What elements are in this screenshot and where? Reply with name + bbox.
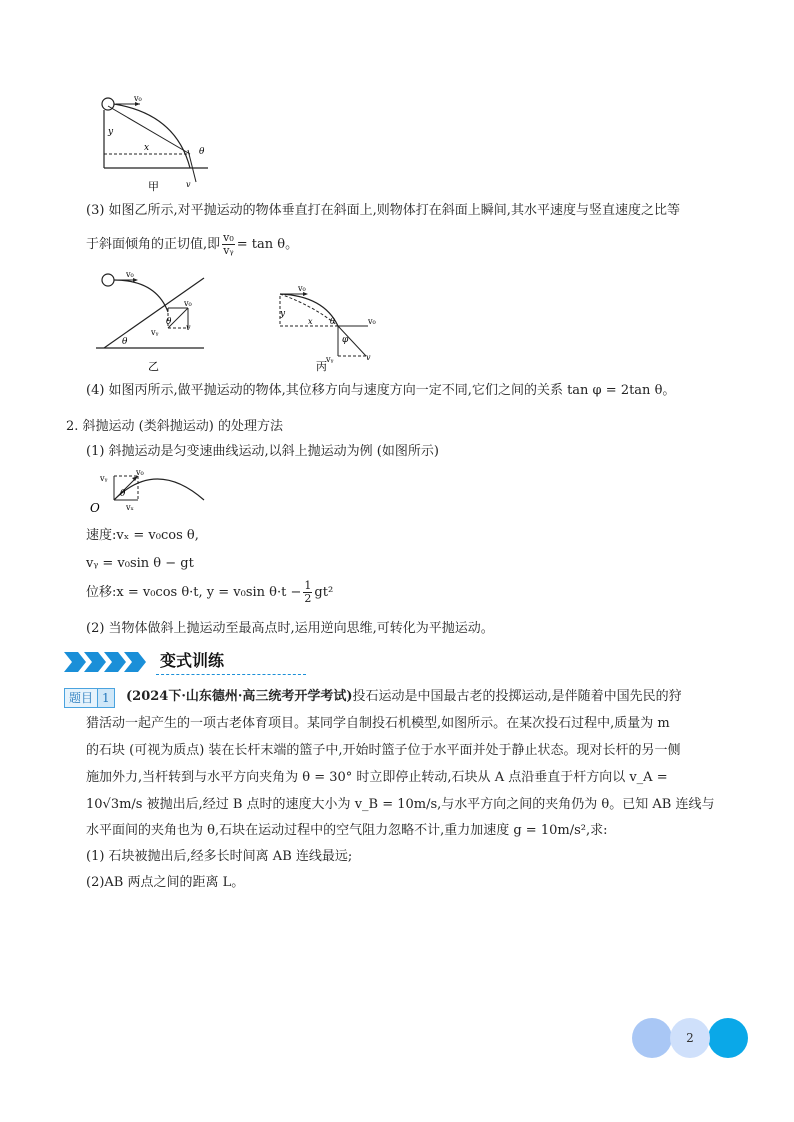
fig-yi-label: 乙 bbox=[148, 360, 159, 373]
page-number-circle bbox=[670, 1018, 710, 1058]
fig-oblique-vx: vₓ bbox=[126, 503, 134, 512]
fig-yi-v: v bbox=[186, 323, 191, 332]
fig-bing-label: 丙 bbox=[316, 360, 327, 373]
fig-jia-label: 甲 bbox=[148, 180, 159, 192]
section-2-heading: 2. 斜抛运动 (类斜抛运动) 的处理方法 bbox=[66, 419, 283, 434]
fig-yi-theta2: θ bbox=[166, 317, 172, 327]
question-line-5: 10√3m/s 被抛出后,经过 B 点时的速度大小为 v_B = 10m/s,与水平方向之间的夹角仍为 θ。已知 AB 连线与 bbox=[86, 797, 715, 812]
fig-yi-vy: vᵧ bbox=[151, 328, 159, 337]
fig-bing-x: x bbox=[308, 317, 313, 326]
question-line-3: 的石块 (可视为质点) 装在长杆末端的篮子中,开始时篮子位于水平面并处于静止状态。现对长杆的另一侧 bbox=[86, 743, 681, 758]
fig-bing-y: y bbox=[280, 309, 286, 319]
speed-formula-2: vᵧ = v₀sin θ − gt bbox=[86, 556, 194, 571]
fig-yi-v0b: v₀ bbox=[184, 299, 192, 308]
page-number-decor-right bbox=[708, 1018, 748, 1058]
question-line-4: 施加外力,当杆转到与水平方向夹角为 θ = 30° 时立即停止转动,石块从 A 点沿垂直于杆方向以 v_A = bbox=[86, 770, 668, 785]
question-badge-label: 题目 bbox=[69, 691, 94, 705]
para-3-line1: (3) 如图乙所示,对平抛运动的物体垂直打在斜面上,则物体打在斜面上瞬间,其水平速度与竖直速度之比等 bbox=[86, 203, 680, 218]
figure-jia bbox=[96, 94, 216, 192]
fig-bing-phi: φ bbox=[342, 335, 349, 345]
figure-oblique bbox=[86, 466, 210, 516]
half-numerator: 1 bbox=[304, 579, 312, 592]
question-text-1: 投石运动是中国最古老的投掷运动,是伴随着中国先民的狩 bbox=[352, 689, 682, 704]
fraction-numerator: v₀ bbox=[223, 231, 234, 244]
fig-bing-v0: v₀ bbox=[298, 284, 306, 293]
para-3-equation: = tan θ。 bbox=[236, 237, 299, 252]
question-line-2: 猎活动一起产生的一项古老体育项目。某同学自制投石机模型,如图所示。在某次投石过程中,质量为 m bbox=[86, 716, 670, 731]
banner-title: 变式训练 bbox=[160, 651, 225, 670]
fraction-denominator: vᵧ bbox=[223, 244, 234, 257]
fig-yi-v0: v₀ bbox=[126, 270, 134, 279]
displacement-gt2: gt² bbox=[314, 585, 334, 600]
question-line-6: 水平面间的夹角也为 θ,石块在运动过程中的空气阻力忽略不计,重力加速度 g = 10m/s²,求: bbox=[86, 823, 608, 838]
fig-bing-theta: θ bbox=[330, 317, 335, 326]
half-denominator: 2 bbox=[304, 592, 312, 605]
banner bbox=[64, 650, 264, 674]
figure-yi bbox=[96, 270, 206, 374]
para-4: (4) 如图丙所示,做平抛运动的物体,其位移方向与速度方向一定不同,它们之间的关系 tan φ = 2tan θ。 bbox=[86, 383, 676, 398]
chevron-arrows-icon bbox=[64, 652, 156, 672]
fig-jia-v: v bbox=[186, 180, 191, 189]
para-3-line2 bbox=[86, 232, 298, 258]
fig-oblique-v0: v₀ bbox=[136, 468, 144, 477]
fig-jia-x: x bbox=[144, 143, 150, 153]
fraction bbox=[222, 232, 235, 257]
question-badge bbox=[64, 688, 115, 708]
displacement-label: 位移: bbox=[86, 585, 117, 600]
speed-line-1 bbox=[86, 527, 199, 545]
fig-bing-vy: vᵧ bbox=[326, 355, 334, 364]
displacement-formula: x = v₀cos θ·t, y = v₀sin θ·t − bbox=[116, 585, 302, 600]
speed-label: 速度: bbox=[86, 528, 117, 543]
figure-bing bbox=[274, 282, 390, 376]
fig-bing-v0r: v₀ bbox=[368, 317, 376, 326]
question-number: 1 bbox=[97, 689, 114, 707]
fig-jia-v0: v₀ bbox=[134, 94, 142, 103]
question-sub-2: (2)AB 两点之间的距离 L。 bbox=[86, 875, 245, 890]
page-number-decor-left bbox=[632, 1018, 672, 1058]
section-2-para-2: (2) 当物体做斜上抛运动至最高点时,运用逆向思维,可转化为平抛运动。 bbox=[86, 621, 494, 636]
fig-jia-theta: θ bbox=[199, 147, 205, 157]
section-2-para-1: (1) 斜抛运动是匀变速曲线运动,以斜上抛运动为例 (如图所示) bbox=[86, 444, 439, 459]
half-fraction bbox=[303, 580, 312, 605]
question-line-1 bbox=[126, 688, 682, 706]
speed-formula-1: vₓ = v₀cos θ, bbox=[116, 528, 199, 543]
banner-underline bbox=[156, 674, 306, 675]
question-source: (2024下·山东德州·高三统考开学考试) bbox=[126, 689, 353, 704]
fig-yi-theta: θ bbox=[122, 337, 128, 347]
para-3-text: 于斜面倾角的正切值,即 bbox=[86, 237, 221, 252]
page-number: 2 bbox=[686, 1031, 694, 1045]
fig-oblique-origin: O bbox=[90, 501, 100, 515]
displacement-line bbox=[86, 580, 333, 606]
fig-oblique-theta: θ bbox=[120, 489, 126, 499]
fig-oblique-vy: vᵧ bbox=[100, 474, 108, 483]
question-sub-1: (1) 石块被抛出后,经多长时间离 AB 连线最远; bbox=[86, 849, 353, 864]
fig-bing-v: v bbox=[366, 353, 371, 362]
fig-jia-y: y bbox=[108, 127, 114, 137]
